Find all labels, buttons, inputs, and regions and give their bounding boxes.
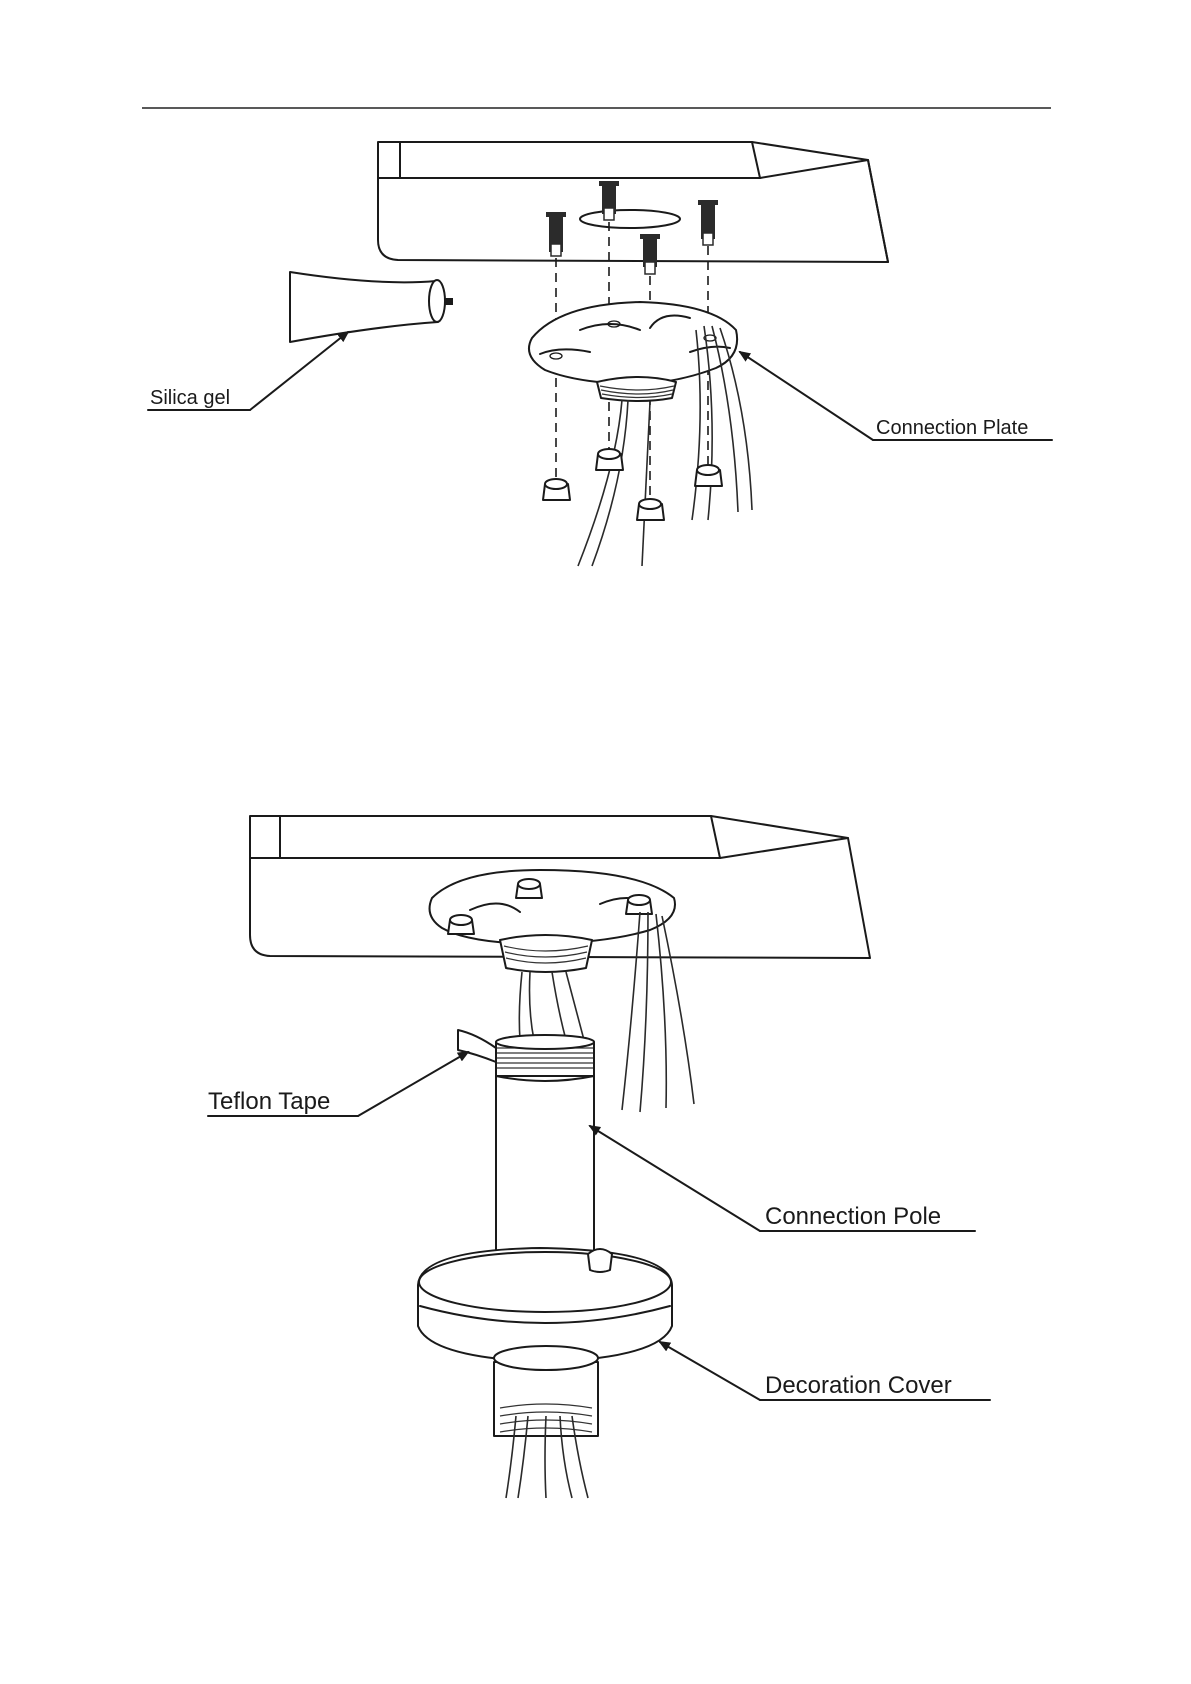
nuts-top — [543, 449, 722, 520]
silica-gel-tube — [290, 272, 453, 342]
label-connection-pole: Connection Pole — [765, 1203, 942, 1230]
label-connection-plate: Connection Plate — [876, 417, 1029, 439]
label-teflon-tape: Teflon Tape — [208, 1088, 331, 1115]
bolt-4 — [698, 200, 718, 245]
label-decoration-cover: Decoration Cover — [765, 1372, 952, 1399]
label-silica-gel: Silica gel — [150, 387, 231, 409]
connection-plate-top — [529, 302, 737, 401]
figure-top-diagram — [148, 142, 1052, 566]
bolt-1 — [546, 212, 566, 256]
decoration-cover — [418, 1248, 672, 1436]
connection-pole — [496, 1035, 594, 1258]
ceiling-block-top — [378, 142, 888, 262]
teflon-tape — [458, 1030, 496, 1062]
bolt-3 — [640, 234, 660, 274]
